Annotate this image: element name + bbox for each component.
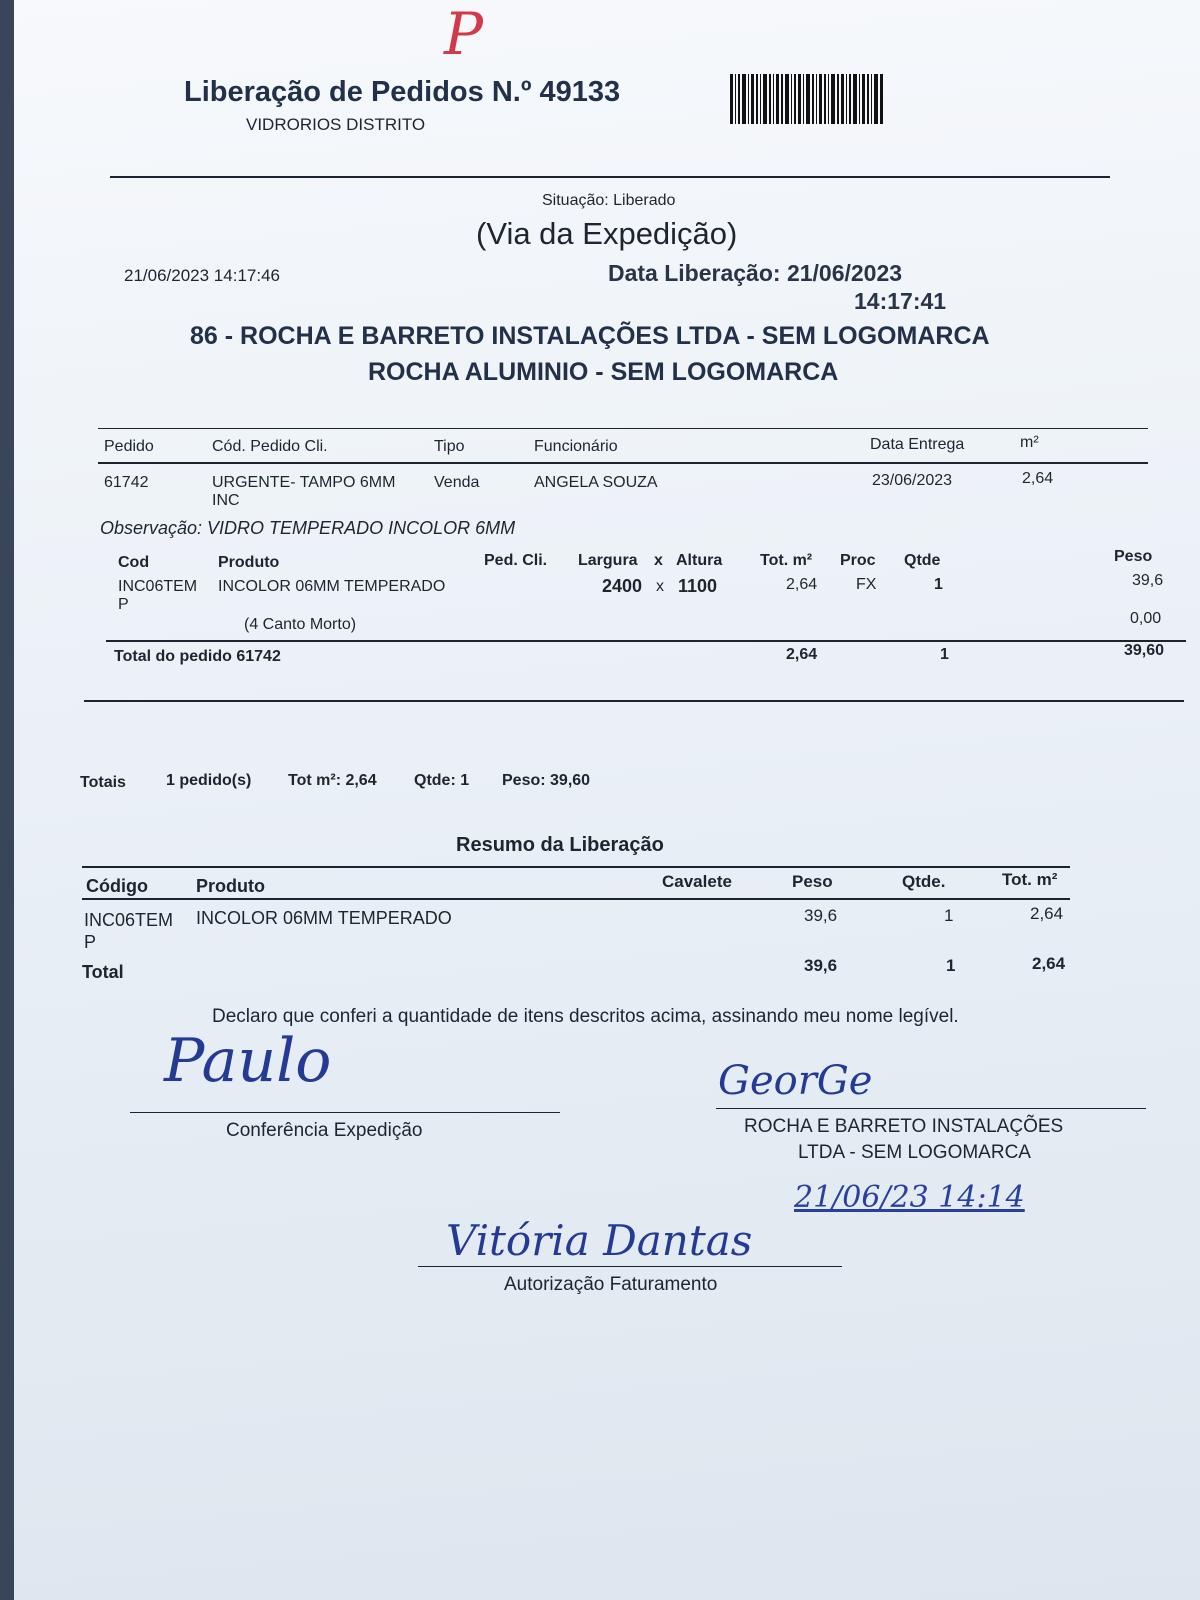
- summary-col-codigo: Código: [86, 876, 148, 896]
- divider: [98, 462, 1148, 464]
- col-tot-m2: Tot. m²: [760, 552, 813, 569]
- observation: Observação: VIDRO TEMPERADO INCOLOR 6MM: [100, 518, 516, 538]
- document-page: [14, 0, 1200, 1600]
- order-total-qtde: 1: [940, 646, 949, 663]
- summary-total-peso: 39,6: [804, 956, 838, 975]
- sub-item-label: (4 Canto Morto): [244, 616, 357, 633]
- conferencia-label: Conferência Expedição: [226, 1120, 423, 1141]
- order-cod-line1: URGENTE- TAMPO 6MM: [212, 474, 396, 491]
- stamp-letter: P: [444, 0, 484, 68]
- order-m2: 2,64: [1022, 470, 1054, 487]
- release-time: 14:17:41: [854, 288, 947, 314]
- totals-qtde: Qtde: 1: [414, 772, 470, 789]
- order-tipo: Venda: [434, 474, 480, 491]
- status-text: Situação: Liberado: [542, 192, 676, 209]
- via-title: (Via da Expedição): [476, 216, 738, 251]
- item-x: x: [656, 578, 664, 595]
- summary-total-qtde: 1: [946, 956, 956, 975]
- col-data-entrega: Data Entrega: [870, 436, 965, 453]
- order-cod-line2: INC: [212, 492, 240, 509]
- sub-item-peso: 0,00: [1130, 610, 1162, 627]
- divider: [82, 898, 1070, 900]
- summary-peso: 39,6: [804, 906, 838, 925]
- client-signature-label-line2: LTDA - SEM LOGOMARCA: [798, 1142, 1031, 1163]
- order-funcionario: ANGELA SOUZA: [534, 474, 658, 491]
- summary-total-tot-m2: 2,64: [1032, 954, 1066, 973]
- order-total-peso: 39,60: [1124, 642, 1165, 659]
- faturamento-label: Autorização Faturamento: [504, 1274, 718, 1295]
- divider: [82, 866, 1070, 868]
- signature-line: [130, 1112, 560, 1113]
- col-x: x: [654, 552, 663, 569]
- item-produto: INCOLOR 06MM TEMPERADO: [218, 578, 446, 595]
- col-pedido: Pedido: [104, 438, 154, 455]
- summary-col-cavalete: Cavalete: [662, 872, 732, 891]
- handwritten-date: 21/06/23 14:14: [794, 1180, 1025, 1215]
- summary-codigo-line2: P: [84, 932, 97, 952]
- divider: [98, 428, 1148, 429]
- summary-col-tot-m2: Tot. m²: [1002, 870, 1058, 889]
- barcode: [730, 74, 908, 124]
- item-tot-m2: 2,64: [786, 576, 818, 593]
- signature-client: GeorGe: [718, 1058, 873, 1104]
- totals-pedidos: 1 pedido(s): [166, 772, 252, 789]
- item-largura: 2400: [602, 576, 643, 596]
- signature-line: [716, 1108, 1146, 1109]
- item-altura: 1100: [678, 576, 718, 596]
- client-alias: ROCHA ALUMINIO - SEM LOGOMARCA: [368, 358, 839, 386]
- signature-line: [418, 1266, 842, 1267]
- col-largura: Largura: [578, 552, 638, 569]
- order-total-label: Total do pedido 61742: [114, 648, 281, 665]
- totals-m2: Tot m²: 2,64: [288, 772, 377, 789]
- item-peso: 39,6: [1132, 572, 1164, 589]
- item-cod-line1: INC06TEM: [118, 578, 198, 595]
- order-data-entrega: 23/06/2023: [872, 472, 953, 489]
- signature-conferencia: Paulo: [164, 1026, 332, 1096]
- item-cod-line2: P: [118, 596, 129, 613]
- divider: [110, 176, 1110, 178]
- summary-codigo-line1: INC06TEM: [84, 910, 174, 930]
- summary-produto: INCOLOR 06MM TEMPERADO: [196, 908, 452, 928]
- summary-col-peso: Peso: [792, 872, 833, 891]
- totals-peso: Peso: 39,60: [502, 772, 591, 789]
- summary-col-qtde: Qtde.: [902, 872, 946, 891]
- document-title: Liberação de Pedidos N.º 49133: [184, 76, 621, 108]
- client-signature-label-line1: ROCHA E BARRETO INSTALAÇÕES: [744, 1116, 1064, 1137]
- divider: [106, 640, 1186, 642]
- company-name: VIDRORIOS DISTRITO: [246, 115, 426, 134]
- col-qtde: Qtde: [904, 552, 941, 569]
- order-pedido: 61742: [104, 474, 149, 491]
- col-altura: Altura: [676, 552, 723, 569]
- signature-faturamento: Vitória Dantas: [446, 1216, 753, 1265]
- col-produto: Produto: [218, 554, 280, 571]
- summary-total-label: Total: [82, 962, 124, 982]
- col-proc: Proc: [840, 552, 876, 569]
- summary-title: Resumo da Liberação: [456, 834, 664, 856]
- col-ped-cli: Ped. Cli.: [484, 552, 548, 569]
- col-cod: Cod: [118, 554, 150, 571]
- item-qtde: 1: [934, 576, 943, 593]
- print-datetime: 21/06/2023 14:17:46: [124, 266, 280, 285]
- col-cod-pedido-cli: Cód. Pedido Cli.: [212, 438, 328, 455]
- col-m2: m²: [1020, 434, 1039, 451]
- divider: [84, 700, 1184, 702]
- declaration-text: Declaro que conferi a quantidade de itens descritos acima, assinando meu nome legível.: [212, 1006, 959, 1027]
- item-proc: FX: [856, 576, 877, 593]
- release-date: Data Liberação: 21/06/2023: [608, 260, 903, 286]
- col-tipo: Tipo: [434, 438, 465, 455]
- col-peso: Peso: [1114, 548, 1153, 565]
- totals-label: Totais: [80, 774, 126, 791]
- summary-qtde: 1: [944, 906, 954, 925]
- order-total-m2: 2,64: [786, 646, 818, 663]
- summary-tot-m2: 2,64: [1030, 904, 1064, 923]
- col-funcionario: Funcionário: [534, 438, 618, 455]
- client-name: 86 - ROCHA E BARRETO INSTALAÇÕES LTDA - SEM LOGOMARCA: [190, 322, 990, 350]
- summary-col-produto: Produto: [196, 876, 265, 896]
